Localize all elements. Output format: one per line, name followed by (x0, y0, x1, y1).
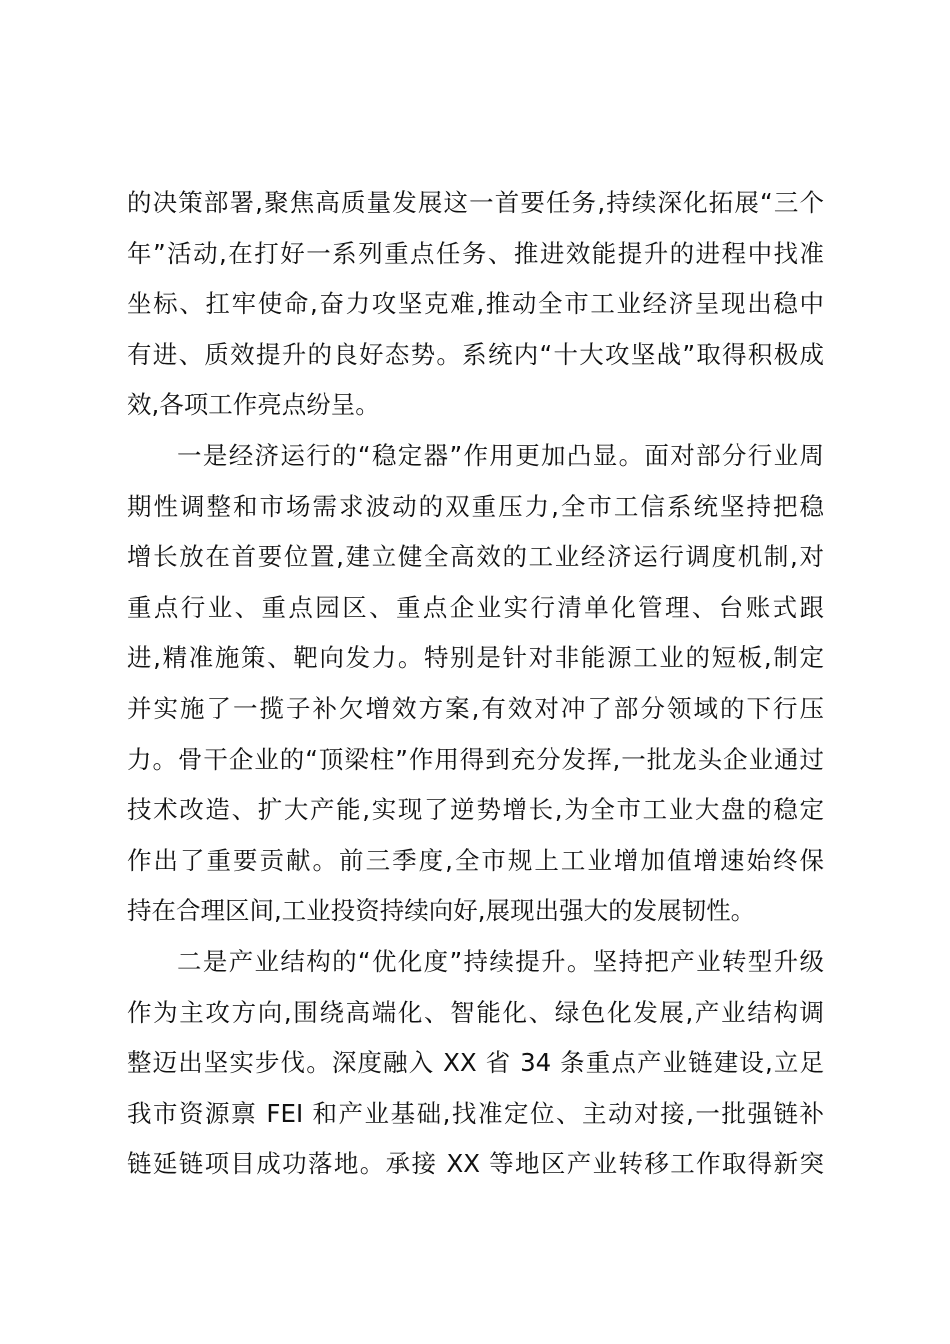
text-line: 的决策部署,聚焦高质量发展这一首要任务,持续深化拓展“三个 (127, 188, 824, 217)
text-line: 重点行业、重点园区、重点企业实行清单化管理、台账式跟 (127, 592, 824, 622)
text-line: 力。骨干企业的“顶梁柱”作用得到充分发挥,一批龙头企业通过 (127, 744, 824, 774)
text-line: 一是经济运行的“稳定器”作用更加凸显。面对部分行业周 (177, 440, 824, 470)
text-line: 作为主攻方向,围绕高端化、智能化、绿色化发展,产业结构调 (127, 997, 824, 1027)
text-line: 持在合理区间,工业投资持续向好,展现出强大的发展韧性。 (127, 896, 756, 926)
paragraph (127, 178, 824, 431)
text-line: 进,精准施策、靶向发力。特别是针对非能源工业的短板,制定 (127, 643, 824, 673)
text-line: 我市资源禀 FEI 和产业基础,找准定位、主动对接,一批强链补 (127, 1098, 824, 1128)
text-line: 坐标、扛牢使命,奋力攻坚克难,推动全市工业经济呈现出稳中 (127, 289, 824, 319)
document-body (127, 178, 824, 1190)
text-line: 期性调整和市场需求波动的双重压力,全市工信系统坚持把稳 (127, 491, 824, 521)
text-line: 二是产业结构的“优化度”持续提升。坚持把产业转型升级 (177, 946, 824, 976)
text-line: 效,各项工作亮点纷呈。 (127, 390, 380, 420)
text-line: 有进、质效提升的良好态势。系统内“十大攻坚战”取得积极成 (127, 339, 824, 369)
text-line: 整迈出坚实步伐。深度融入 XX 省 34 条重点产业链建设,立足 (127, 1048, 824, 1078)
text-line: 链延链项目成功落地。承接 XX 等地区产业转移工作取得新突 (127, 1149, 824, 1179)
paragraph (127, 431, 824, 937)
text-line: 作出了重要贡献。前三季度,全市规上工业增加值增速始终保 (127, 845, 824, 875)
text-line: 并实施了一揽子补欠增效方案,有效对冲了部分领域的下行压 (127, 693, 824, 723)
text-line: 年”活动,在打好一系列重点任务、推进效能提升的进程中找准 (127, 238, 824, 268)
text-line: 增长放在首要位置,建立健全高效的工业经济运行调度机制,对 (127, 542, 824, 572)
text-line: 技术改造、扩大产能,实现了逆势增长,为全市工业大盘的稳定 (127, 795, 824, 825)
paragraph (127, 937, 824, 1190)
